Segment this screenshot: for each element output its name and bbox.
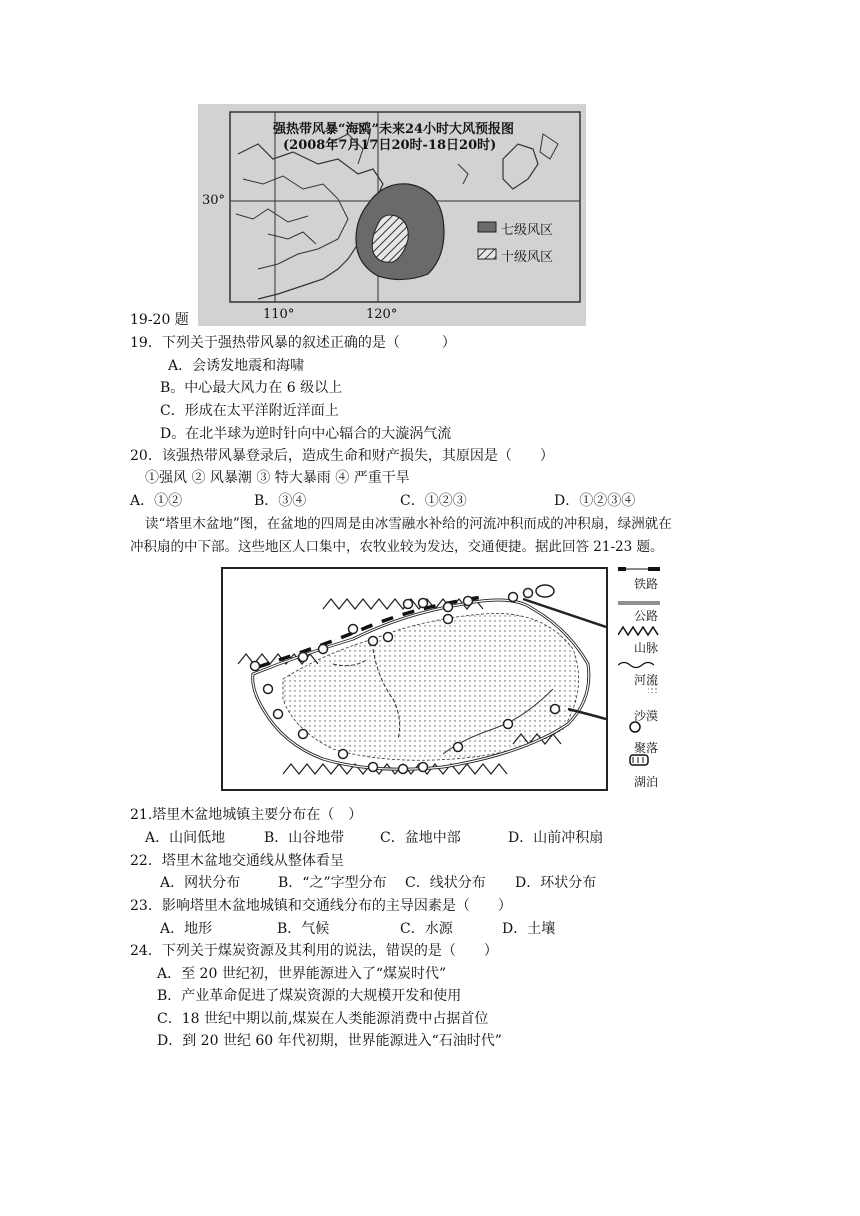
legend-label-ten: 十级风区 bbox=[501, 250, 554, 265]
legend-mountain: 山脉 bbox=[634, 641, 659, 655]
q21-option-c: C．盆地中部 bbox=[380, 830, 461, 846]
q24-option-c: C．18 世纪中期以前,煤炭在人类能源消费中占据首位 bbox=[157, 1011, 489, 1027]
q20-option-b: B．③④ bbox=[254, 493, 307, 509]
q21-option-d: D．山前冲积扇 bbox=[508, 830, 604, 846]
typhoon-forecast-map bbox=[198, 104, 586, 326]
legend-river: 河流 bbox=[634, 673, 659, 687]
q21-option-a: A．山间低地 bbox=[145, 830, 226, 846]
q24-option-a: A．至 20 世纪初，世界能源进入了“煤炭时代” bbox=[157, 966, 447, 982]
q24-option-b: B．产业革命促进了煤炭资源的大规模开发和使用 bbox=[157, 988, 462, 1004]
legend-swatch-ten bbox=[478, 249, 496, 259]
tarim-map-svg bbox=[223, 569, 606, 789]
group-label: 19-20 题 bbox=[130, 312, 189, 328]
passage-line-1: 读“塔里木盆地”图，在盆地的四周是由冰雪融水补给的河流冲积而成的冲积扇，绿洲就在 bbox=[145, 516, 672, 532]
lon-label-110: 110° bbox=[263, 307, 295, 322]
q22-stem: 22．塔里木盆地交通线从整体看呈 bbox=[130, 853, 344, 869]
legend-highway: 公路 bbox=[634, 609, 659, 623]
q23-stem: 23．影响塔里木盆地城镇和交通线分布的主导因素是（ ） bbox=[130, 898, 512, 914]
q22-option-a: A．网状分布 bbox=[160, 875, 241, 891]
passage-line-2: 冲积扇的中下部。这些地区人口集中，农牧业较为发达，交通便捷。据此回答 21-23 题。 bbox=[130, 539, 664, 555]
tarim-basin-map bbox=[221, 567, 608, 791]
legend-desert: 沙漠 bbox=[634, 709, 659, 723]
q23-option-d: D．土壤 bbox=[502, 921, 556, 937]
q19-option-b: B。中心最大风力在 6 级以上 bbox=[160, 380, 343, 396]
q19-option-c: C．形成在太平洋附近洋面上 bbox=[160, 403, 339, 419]
q21-stem: 21.塔里木盆地城镇主要分布在（ ） bbox=[130, 807, 363, 823]
q20-option-c: C．①②③ bbox=[400, 493, 467, 509]
q20-option-d: D．①②③④ bbox=[554, 493, 636, 509]
q19-stem: 19．下列关于强热带风暴的叙述正确的是（ ） bbox=[130, 335, 456, 351]
q20-items: ①强风 ② 风暴潮 ③ 特大暴雨 ④ 严重干旱 bbox=[145, 470, 410, 486]
lon-label-120: 120° bbox=[366, 307, 398, 322]
legend-label-seven: 七级风区 bbox=[501, 223, 554, 238]
tarim-map-legend bbox=[618, 567, 688, 797]
lat-label: 30° bbox=[202, 193, 226, 208]
q20-stem: 20．该强热带风暴登录后，造成生命和财产损失，其原因是（ ） bbox=[130, 448, 554, 464]
q24-option-d: D．到 20 世纪 60 年代初期，世界能源进入“石油时代” bbox=[157, 1033, 502, 1049]
q20-option-a: A．①② bbox=[130, 493, 183, 509]
lake bbox=[536, 585, 554, 597]
q23-option-b: B．气候 bbox=[277, 921, 330, 937]
q24-stem: 24．下列关于煤炭资源及其利用的说法，错误的是（ ） bbox=[130, 943, 498, 959]
map-title: 强热带风暴“海鸥”未来24小时大风预报图 bbox=[273, 122, 515, 137]
q22-option-c: C．线状分布 bbox=[405, 875, 486, 891]
legend-railway: 铁路 bbox=[634, 577, 659, 591]
map-subtitle: (2008年7月17日20时-18日20时) bbox=[283, 138, 497, 153]
legend-settlement: 聚落 bbox=[634, 741, 659, 755]
legend-lake: 湖泊 bbox=[634, 775, 659, 789]
q23-option-c: C．水源 bbox=[400, 921, 453, 937]
q21-option-b: B．山谷地带 bbox=[264, 830, 345, 846]
q23-option-a: A．地形 bbox=[160, 921, 213, 937]
q22-option-d: D．环状分布 bbox=[515, 875, 597, 891]
q19-option-a: A．会诱发地震和海啸 bbox=[168, 358, 305, 374]
legend-swatch-seven bbox=[478, 222, 496, 232]
q22-option-b: B．“之”字型分布 bbox=[278, 875, 387, 891]
q19-option-d: D。在北半球为逆时针向中心辐合的大漩涡气流 bbox=[160, 426, 452, 442]
